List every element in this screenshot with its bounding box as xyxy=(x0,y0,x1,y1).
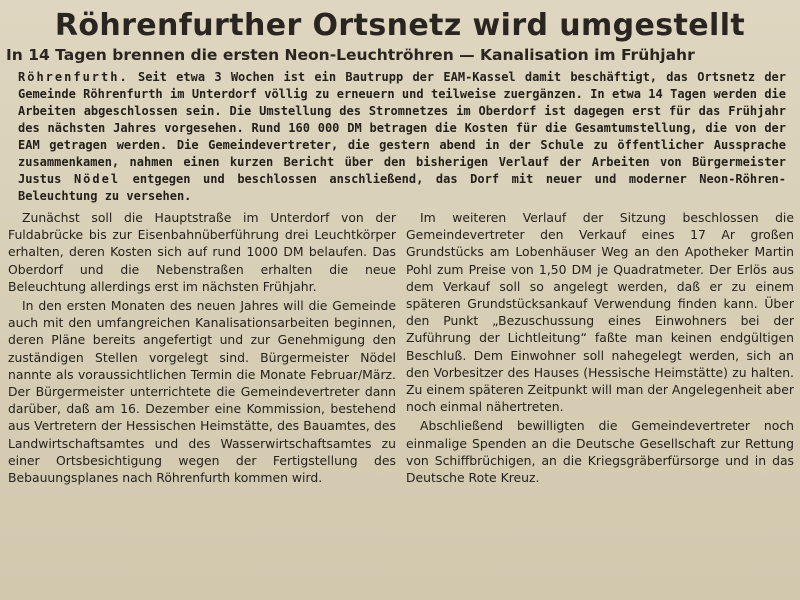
paragraph: Abschließend bewilligten die Gemeindevertreter noch einmalige Spenden an die Deutsche Gesellschaft zur Rettung von Schiffbrüchigen, an die Kriegsgräberfürsorge und in das Deutsche Rote Kreuz. xyxy=(406,418,794,486)
lead-mayor-name: Nödel xyxy=(73,172,121,186)
body-columns xyxy=(6,209,794,486)
paragraph: In den ersten Monaten des neuen Jahres will die Gemeinde auch mit den umfangreichen Kanalisationsarbeiten beginnen, deren Pläne bereits angefertigt und zur Genehmigung den zuständigen Stellen vorgelegt sind. Bürgermeister Nödel nannte als voraussichtlichen Termin die Monate Februar/März. Der Bürgermeister unterrichtete die Gemeindevertreter dann darüber, daß am 16. Dezember eine Kommission, bestehend aus Vertretern der Hessischen Heimstätte, des Bauamtes, des Landwirtschaftsamtes und des Wasserwirtschaftsamtes zu einer Ortsbesichtigung wegen der Fertigstellung des Bebauungsplanes nach Röhrenfurth kommen wird. xyxy=(8,298,396,486)
subheadline: In 14 Tagen brennen die ersten Neon-Leuchtröhren — Kanalisation im Frühjahr xyxy=(6,46,695,64)
lead-text-end: entgegen und beschlossen anschließend, das Dorf mit neuer und moderner Neon-Röhren-Beleuchtung zu versehen. xyxy=(18,172,786,203)
paragraph: Im weiteren Verlauf der Sitzung beschlossen die Gemeindevertreter den Verkauf eines 17 Ar großen Grundstücks am Lobenhäuser Weg an den Apotheker Martin Pohl zum Preise von 1,50 DM je Quadratmeter. Der Erlös aus dem Verkauf soll so angelegt werden, daß er zu einem späteren Grundstücksankauf Verwendung finden kann. Über den Punkt „Bezuschussung eines Einwohners bei der Zuführung der Lichtleitung“ faßte man keinen endgültigen Beschluß. Dem Einwohner soll nahegelegt werden, sich an den Vorbesitzer des Hauses (Hessische Heimstätte) zu halten. Zu einem späteren Zeitpunkt will man der Angelegenheit aber noch einmal nähertreten. xyxy=(406,210,794,415)
headline: Röhrenfurther Ortsnetz wird umgestellt xyxy=(54,8,746,43)
lead-placename: Röhrenfurth. xyxy=(18,70,129,84)
paragraph: Zunächst soll die Hauptstraße im Unterdorf von der Fuldabrücke bis zur Eisenbahnüberführung drei Leuchtkörper erhalten, deren Kosten sich auf rund 1000 DM belaufen. Das Oberdorf und die Nebenstraßen erhalten die neue Beleuchtung allerdings erst im nächsten Frühjahr. xyxy=(8,210,396,294)
lead-text: Seit etwa 3 Wochen ist ein Bautrupp der EAM-Kassel damit beschäftigt, das Ortsnetz der Gemeinde Röhrenfurth im Unterdorf völlig zu erneuern und teilweise zuergänzen. In etwa 14 Tagen werden die Arbeiten abgeschlossen sein. Die Umstellung des Stromnetzes im Oberdorf ist dagegen erst für das Frühjahr des nächsten Jahres vorgesehen. Rund 160 000 DM betragen die Kosten für die Gesamtumstellung, die von der EAM getragen werden. Die Gemeindevertreter, die gestern abend in der Schule zu öffentlicher Aussprache zusammenkamen, nahmen einen kurzen Bericht über den bisherigen Verlauf der Arbeiten von Bürgermeister Justus xyxy=(18,70,786,186)
column-right xyxy=(406,209,794,486)
lead-paragraph xyxy=(18,69,786,205)
column-left xyxy=(8,209,396,486)
